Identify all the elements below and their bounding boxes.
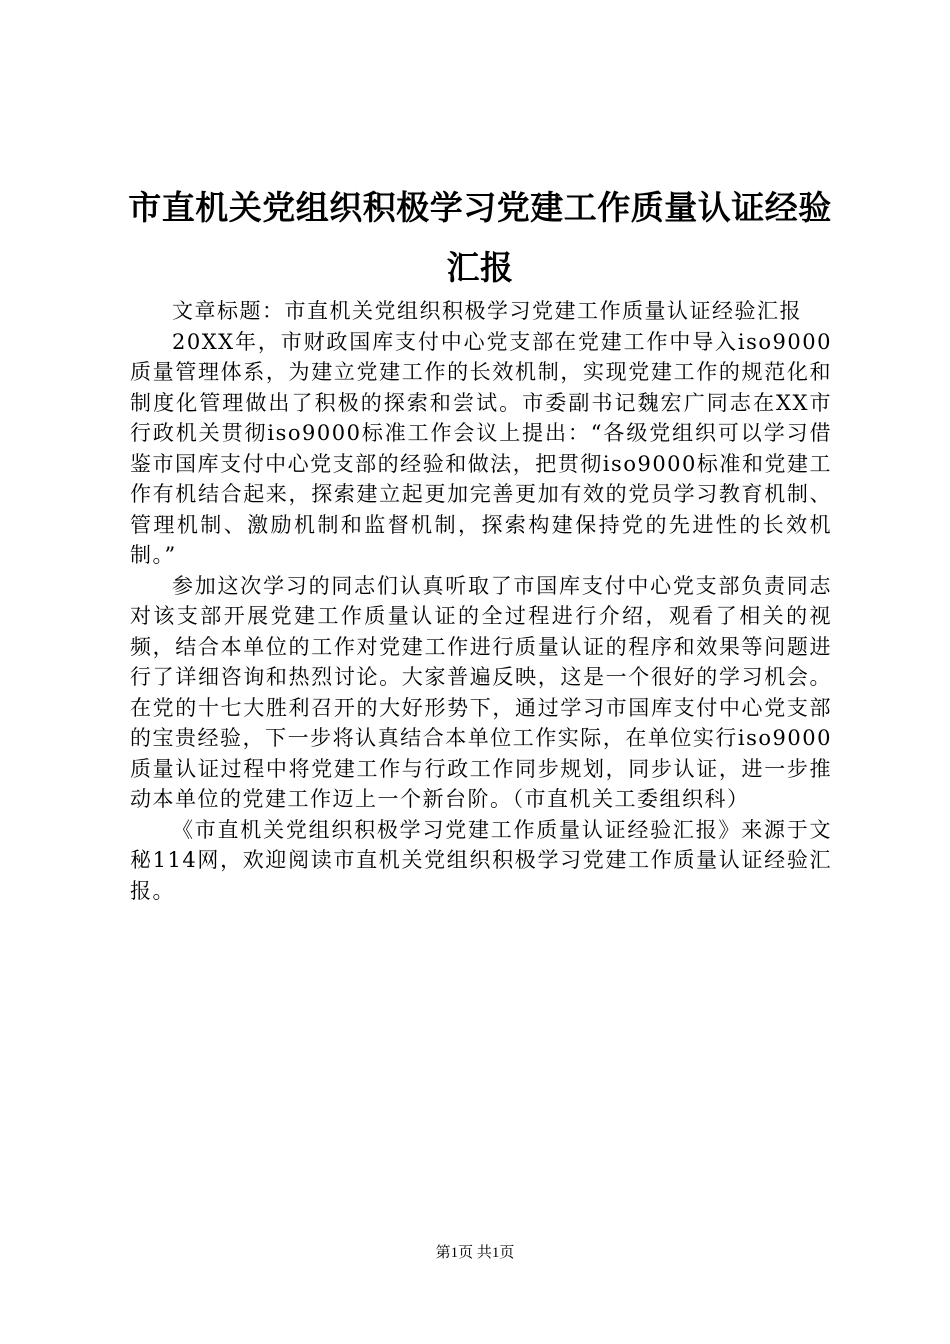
paragraph-background: 20XX年，市财政国库支付中心党支部在党建工作中导入iso9000质量管理体系，为建立党建工作的长效机制，实现党建工作的规范化和制度化管理做出了积极的探索和尝试。市委副书记魏宏广同志在XX市行政机关贯彻iso9000标准工作会议上提出：“各级党组织可以学习借鉴市国库支付中心党支部的经验和做法，把贯彻iso9000标准和党建工作有机结合起来，探索建立起更加完善更加有效的党员学习教育机制、管理机制、激励机制和监督机制，探索构建保持党的先进性的长效机制。” [130,329,832,567]
paragraph-study-session: 参加这次学习的同志们认真听取了市国库支付中心党支部负责同志对该支部开展党建工作质量认证的全过程进行介绍，观看了相关的视频，结合本单位的工作对党建工作进行质量认证的程序和效果等问题进行了详细咨询和热烈讨论。大家普遍反映，这是一个很好的学习机会。在党的十七大胜利召开的大好形势下，通过学习市国库支付中心党支部的宝贵经验，下一步将认真结合本单位工作实际，在单位实行iso9000质量认证过程中将党建工作与行政工作同步规划，同步认证，进一步推动本单位的党建工作迈上一个新台阶。（市直机关工委组织科） [130,573,832,811]
page-footer: 第1页 共1页 [435,1245,515,1261]
document-body [130,296,832,906]
document-title: 市直机关党组织积极学习党建工作质量认证经验汇报 [128,188,832,287]
paragraph-source-note: 《市直机关党组织积极学习党建工作质量认证经验汇报》来源于文秘114网，欢迎阅读市直机关党组织积极学习党建工作质量认证经验汇报。 [130,817,832,903]
paragraph-article-title: 文章标题：市直机关党组织积极学习党建工作质量认证经验汇报 [172,299,802,323]
